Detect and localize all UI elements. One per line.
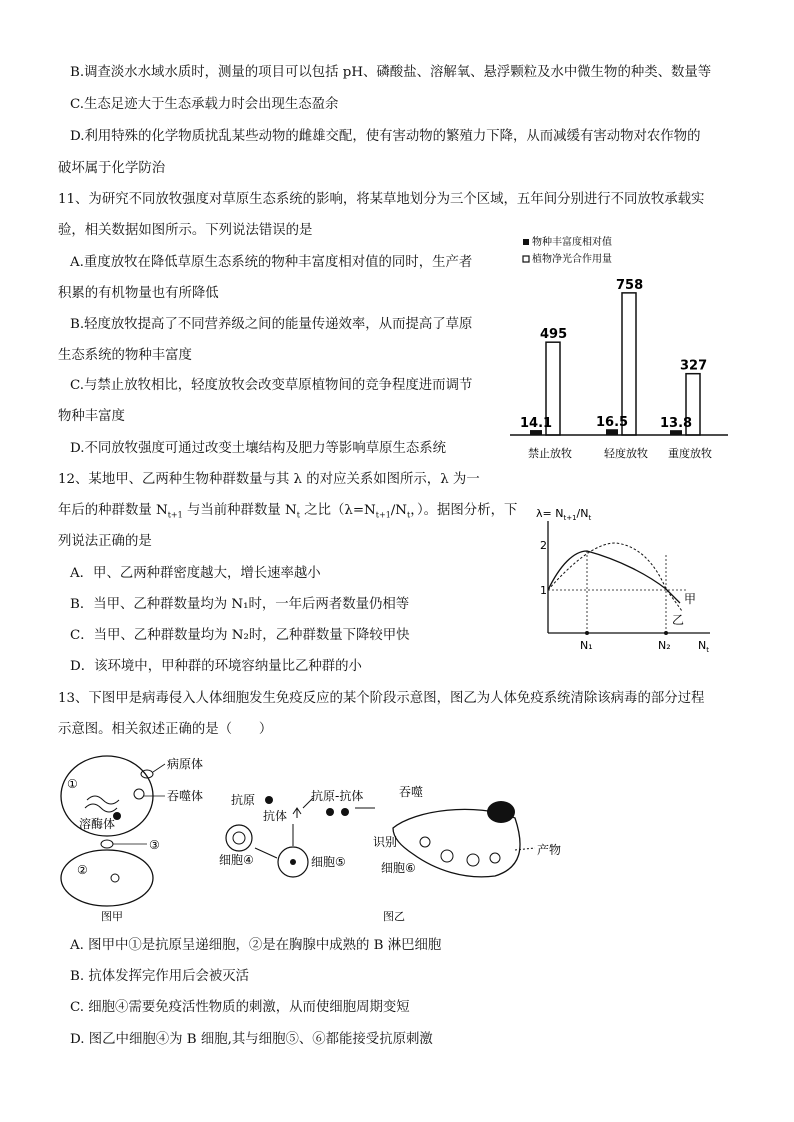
q13-stem-line2: 示意图。相关叙述正确的是（ ） xyxy=(58,722,273,737)
organelle-squiggle-2 xyxy=(85,804,117,812)
bar-photosynthesis xyxy=(622,293,636,435)
q11-stem-line1: 11、为研究不同放牧强度对草原生态系统的影响，将某草地划分为三个区域，五年间分别进行不同放牧承载实 xyxy=(58,192,705,207)
vesicle-3 xyxy=(467,854,479,866)
cell-4-nucleus xyxy=(233,832,245,844)
q10-option-d-line2: 破坏属于化学防治 xyxy=(58,161,166,176)
y-tick-2: 2 xyxy=(540,539,547,552)
figure-yi xyxy=(215,758,575,926)
cell-2 xyxy=(61,850,153,906)
product-leader xyxy=(515,848,535,850)
category-label: 轻度放牧 xyxy=(604,447,648,460)
antigen-dot xyxy=(265,796,273,804)
label-antigen: 抗原 xyxy=(231,793,256,807)
pathogen-leader xyxy=(153,764,165,772)
caption-jia: 图甲 xyxy=(101,910,123,922)
vesicle-2 xyxy=(441,850,453,862)
label-antigen-antibody: 抗原-抗体 xyxy=(311,789,364,803)
label-cell-4: 细胞④ xyxy=(219,853,254,867)
q11-option-d: D.不同放牧强度可通过改变土壤结构及肥力等影响草原生态系统 xyxy=(70,441,447,456)
label-phagocytosis: 吞噬 xyxy=(399,785,424,799)
arrow-4-to-5 xyxy=(255,848,277,858)
q10-option-c: C.生态足迹大于生态承载力时会出现生态盈余 xyxy=(70,97,339,112)
q12-stem-line1: 12、某地甲、乙两种生物种群数量与其 λ 的对应关系如图所示，λ 为一 xyxy=(58,472,480,487)
label-antibody: 抗体 xyxy=(263,809,288,823)
q12-option-d: D．该环境中，甲种群的环境容纳量比乙种群的小 xyxy=(70,659,362,674)
label-cell-6: 细胞⑥ xyxy=(381,861,416,875)
complex-1 xyxy=(326,808,334,816)
legend-photosynthesis: 植物净光合作用量 xyxy=(532,254,612,265)
point-n1 xyxy=(585,631,589,635)
cell-2-marker: ② xyxy=(77,863,88,877)
legend-swatch-richness xyxy=(523,239,529,245)
vesicle-1 xyxy=(420,837,430,847)
q11-option-a-line1: A.重度放牧在降低草原生态系统的物种丰富度相对值的同时，生产者 xyxy=(70,255,473,270)
q13-stem-line1: 13、下图甲是病毒侵入人体细胞发生免疫反应的某个阶段示意图，图乙为人体免疫系统清除该病毒的部分过程 xyxy=(58,691,705,706)
value-label-richness: 16.5 xyxy=(596,415,629,431)
q12-option-c: C．当甲、乙种群数量均为 N₂时，乙种群数量下降较甲快 xyxy=(70,628,410,643)
category-label: 禁止放牧 xyxy=(528,447,572,460)
label-lysosome: 溶酶体 xyxy=(79,817,116,831)
q13-option-a: A. 图甲中①是抗原呈递细胞，②是在胸腺中成熟的 B 淋巴细胞 xyxy=(70,938,442,953)
complex-2 xyxy=(341,808,349,816)
legend-swatch-photosynthesis xyxy=(523,256,529,262)
curve-jia xyxy=(548,551,680,603)
nucleus-dark xyxy=(487,801,515,823)
series-label-jia: 甲 xyxy=(684,592,697,606)
lambda-line-chart xyxy=(520,505,720,665)
cell-4 xyxy=(226,825,252,851)
label-product: 产物 xyxy=(537,843,562,857)
q11-stem-line2: 验，相关数据如图所示。下列说法错误的是 xyxy=(58,223,313,238)
contact-point xyxy=(101,840,113,848)
q12-stem-line2: 年后的种群数量 $N_{t+1}$ 与当前种群数量 $N_t$ 之比（$\lambda=N_{t+1}/N_t$，）。据图分析，下 xyxy=(58,503,518,520)
value-label-richness: 14.1 xyxy=(520,416,553,432)
q10-option-b: B.调查淡水水域水质时，测量的项目可以包括 pH、磷酸盐、溶解氧、悬浮颗粒及水中微生物的种类、数量等 xyxy=(70,65,712,80)
series-label-yi: 乙 xyxy=(672,613,685,627)
x-tick-n2: N₂ xyxy=(658,639,671,652)
value-label-photosynthesis: 758 xyxy=(616,277,644,293)
cell-1-marker: ① xyxy=(67,777,78,791)
q11-option-b-line1: B.轻度放牧提高了不同营养级之间的能量传递效率，从而提高了草原 xyxy=(70,317,473,332)
q10-option-d-line1: D.利用特殊的化学物质扰乱某些动物的雌雄交配，使有害动物的繁殖力下降，从而减缓有害动物对农作物的 xyxy=(70,129,701,144)
x-axis-label: $N_t$ xyxy=(698,639,709,654)
q11-option-a-line2: 积累的有机物量也有所降低 xyxy=(58,286,219,301)
category-label: 重度放牧 xyxy=(668,447,712,460)
q12-stem-line3: 列说法正确的是 xyxy=(58,534,152,549)
y-axis-label: $\lambda= N_{t+1}/N_t$ xyxy=(536,507,592,522)
q11-option-c-line1: C.与禁止放牧相比，轻度放牧会改变草原植物间的竞争程度进而调节 xyxy=(70,378,473,393)
label-cell-5: 细胞⑤ xyxy=(311,855,346,869)
cell-2-nucleus xyxy=(111,874,119,882)
grazing-bar-chart xyxy=(510,230,730,465)
q13-option-c: C. 细胞④需要免疫活性物质的刺激，从而使细胞周期变短 xyxy=(70,1000,410,1015)
value-label-photosynthesis: 495 xyxy=(540,327,568,343)
vesicle-4 xyxy=(490,853,500,863)
x-tick-n1: N₁ xyxy=(580,639,593,652)
label-phagosome: 吞噬体 xyxy=(167,789,204,803)
label-recognition: 识别 xyxy=(373,835,398,849)
q11-option-b-line2: 生态系统的物种丰富度 xyxy=(58,348,192,363)
cell-5-dot xyxy=(290,859,296,865)
phagosome xyxy=(134,789,144,799)
point-n2 xyxy=(664,631,668,635)
antibody-shape xyxy=(293,808,301,818)
y-tick-1: 1 xyxy=(540,584,547,597)
label-pathogen: 病原体 xyxy=(167,757,204,771)
q12-option-a: A．甲、乙两种群密度越大，增长速率越小 xyxy=(70,566,321,581)
value-label-photosynthesis: 327 xyxy=(680,358,708,374)
caption-yi: 图乙 xyxy=(383,910,405,923)
q12-option-b: B．当甲、乙种群数量均为 N₁时，一年后两者数量仍相等 xyxy=(70,597,410,612)
marker-3: ③ xyxy=(149,838,160,852)
curve-yi xyxy=(548,543,682,611)
q13-option-b: B. 抗体发挥完作用后会被灭活 xyxy=(70,969,250,984)
legend-richness: 物种丰富度相对值 xyxy=(532,237,612,248)
q11-option-c-line2: 物种丰富度 xyxy=(58,409,125,424)
q13-option-d: D. 图乙中细胞④为 B 细胞,其与细胞⑤、⑥都能接受抗原刺激 xyxy=(70,1032,433,1047)
value-label-richness: 13.8 xyxy=(660,416,693,432)
organelle-squiggle xyxy=(87,796,119,804)
